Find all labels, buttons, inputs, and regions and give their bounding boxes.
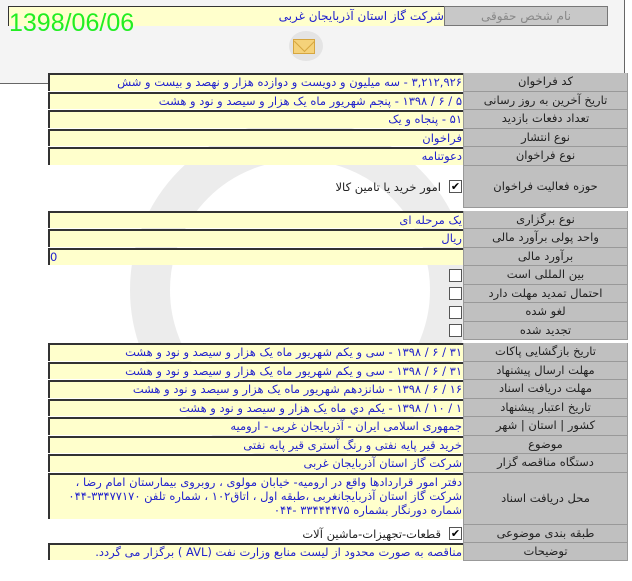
row-value: ۵۱ - پنجاه و یک xyxy=(48,110,463,128)
table-row xyxy=(48,362,628,381)
date-stamp: 1398/06/06 xyxy=(9,9,135,37)
row-label: نوع فراخوان xyxy=(463,147,628,166)
row-label: برآورد مالی xyxy=(463,248,628,267)
row-label: طبقه بندی موضوعی xyxy=(463,525,628,543)
row-label: تاریخ آخرین به روز رسانی xyxy=(463,92,628,111)
row-value: ۳,۲۱۲,۹۲۶ - سه میلیون و دویست و دوازده هزار و نهصد و بیست و شش xyxy=(48,73,463,91)
tender-details-table xyxy=(48,73,628,561)
row-label: محل دریافت اسناد xyxy=(463,473,628,525)
table-row xyxy=(48,543,628,562)
row-label: موضوع xyxy=(463,436,628,455)
table-row xyxy=(48,417,628,436)
row-value: ۳۱ / ۶ / ۱۳۹۸ - سی و یکم شهریور ماه یک هزار و سیصد و نود و هشت xyxy=(48,343,463,361)
table-row xyxy=(48,147,628,166)
table-row xyxy=(48,436,628,455)
checkbox-cell xyxy=(48,322,463,341)
checkbox[interactable] xyxy=(449,306,462,319)
table-row xyxy=(48,343,628,362)
table-row xyxy=(48,166,628,208)
row-label: لغو شده xyxy=(463,303,628,322)
row-label: توضیحات xyxy=(463,543,628,562)
table-row xyxy=(48,110,628,129)
row-label: نوع انتشار xyxy=(463,129,628,148)
row-label: واحد پولی برآورد مالی xyxy=(463,229,628,248)
table-row xyxy=(48,229,628,248)
checkbox-cell xyxy=(48,303,463,322)
table-row xyxy=(48,303,628,322)
row-label: کد فراخوان xyxy=(463,73,628,92)
row-label: تجدید شده xyxy=(463,322,628,341)
row-value: دفتر امور قراردادها واقع در ارومیه- خیابان مولوی ، روبروی بیمارستان امام رضا ، شرکت گاز استان آذربایجانغربی ،طبقه اول ، اتاق۱۰۲ ، شماره تلفن ۳۳۴۷۷۱۷۰-۰۴۴ شماره دورنگار بشماره ۳۳۴۴۴۴۷۵ -۰۴۴ xyxy=(48,473,463,519)
row-label: احتمال تمدید مهلت دارد xyxy=(463,285,628,304)
row-value: ۳۱ / ۶ / ۱۳۹۸ - سی و یکم شهریور ماه یک هزار و سیصد و نود و هشت xyxy=(48,362,463,380)
table-row xyxy=(48,525,628,543)
table-row xyxy=(48,473,628,525)
row-value: یک مرحله ای xyxy=(48,211,463,229)
row-label: دستگاه مناقصه گزار xyxy=(463,454,628,473)
table-row xyxy=(48,211,628,230)
checkbox[interactable]: ✔ xyxy=(450,527,461,540)
table-row xyxy=(48,454,628,473)
checkbox[interactable] xyxy=(449,269,462,282)
checkbox-cell xyxy=(48,266,463,285)
legal-entity-value: شرکت گاز استان آذربایجان غربی xyxy=(8,6,444,26)
table-row xyxy=(48,129,628,148)
row-value: ۱۶ / ۶ / ۱۳۹۸ - شانزدهم شهریور ماه یک هزار و سیصد و نود و هشت xyxy=(48,380,463,398)
row-value: شرکت گاز استان آذربایجان غربی xyxy=(48,454,463,472)
checkbox-label: امور خرید یا تامین کالا xyxy=(335,179,441,194)
row-label: کشور | استان | شهر xyxy=(463,417,628,436)
row-label: نوع برگزاری xyxy=(463,211,628,230)
row-label: تاریخ بازگشایی پاکات xyxy=(463,343,628,362)
row-value: 0 xyxy=(48,248,463,266)
row-label: تعداد دفعات بازدید xyxy=(463,110,628,129)
checkbox[interactable] xyxy=(449,287,462,300)
row-label: بین المللی است xyxy=(463,266,628,285)
row-value: دعوتنامه xyxy=(48,147,463,165)
checkbox-cell xyxy=(48,166,463,208)
row-value: فراخوان xyxy=(48,129,463,147)
table-row xyxy=(48,285,628,304)
row-label: حوزه فعالیت فراخوان xyxy=(463,166,628,208)
table-row xyxy=(48,322,628,341)
table-row xyxy=(48,73,628,92)
row-value: ۱ / ۱۰ / ۱۳۹۸ - یکم دي ماه یک هزار و سیصد و نود و هشت xyxy=(48,399,463,417)
row-value: خرید قیر پایه نفتی و رنگ آستری قیر پایه نفتی xyxy=(48,436,463,454)
header-panel xyxy=(0,0,625,84)
legal-entity-label: نام شخص حقوقی xyxy=(444,6,608,26)
table-row xyxy=(48,399,628,418)
checkbox[interactable] xyxy=(449,324,462,337)
row-label: مهلت ارسال پیشنهاد xyxy=(463,362,628,381)
row-label: مهلت دریافت اسناد xyxy=(463,380,628,399)
table-row xyxy=(48,248,628,267)
table-row xyxy=(48,380,628,399)
row-label: تاریخ اعتبار پیشنهاد xyxy=(463,399,628,418)
checkbox[interactable]: ✔ xyxy=(450,180,461,193)
table-row xyxy=(48,266,628,285)
checkbox-cell xyxy=(48,525,463,543)
row-value: ریال xyxy=(48,229,463,247)
row-value: ۵ / ۶ / ۱۳۹۸ - پنجم شهریور ماه یک هزار و سیصد و نود و هشت xyxy=(48,92,463,110)
checkbox-cell xyxy=(48,285,463,304)
table-row xyxy=(48,92,628,111)
envelope-icon[interactable] xyxy=(289,31,323,61)
row-value: مناقصه به صورت محدود از لیست منابع وزارت نفت (AVL ) برگزار می گردد. xyxy=(48,543,463,561)
row-value: جمهوری اسلامی ایران - آذربایجان غربی - ارومیه xyxy=(48,417,463,435)
checkbox-label: قطعات-تجهیزات-ماشین آلات xyxy=(302,526,441,541)
